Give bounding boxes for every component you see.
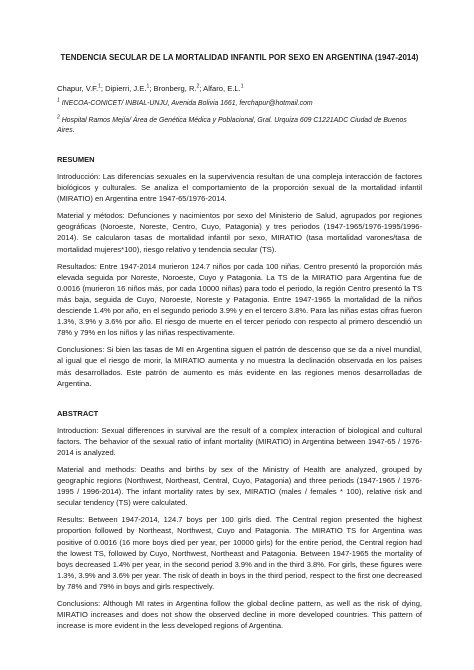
affiliation-mark: 1 — [57, 97, 60, 104]
author-affiliation-mark: 1 — [146, 83, 150, 90]
paper-title: TENDENCIA SECULAR DE LA MORTALIDAD INFANTIL POR SEXO EN ARGENTINA (1947-2014) — [60, 53, 419, 62]
affiliation — [57, 99, 422, 109]
affiliation-mark: 2 — [57, 114, 60, 121]
abstract-conclusions: Conclusions: Although MI rates in Argentina follow the global decline pattern, as well as the risk of dying, MIRATIO increases and does not show the observed decline in more developed countries. This pattern of increase is more evident in the less developed regions of Argentina. — [57, 599, 422, 631]
resumen-heading: RESUMEN — [57, 155, 95, 164]
author-name: Bronberg, R. — [153, 84, 197, 93]
author-name: Chapur, V.F. — [57, 84, 99, 93]
affiliation-text: INECOA-CONICET/ INBIAL-UNJU, Avenida Bolivia 1661, ferchapur@hotmail.com — [61, 100, 313, 107]
abstract-introduction: Introduction: Sexual differences in survival are the result of a complex interaction of biological and cultural factors. The behavior of the sexual ratio of infant mortality (MIRATIO) in Argentina between 1947-65 / 1976-2014 is analyzed. — [57, 425, 422, 457]
resumen-introduction: Introducción: Las diferencias sexuales en la supervivencia resultan de una compleja interacción de factores biológicos y culturales. Se analiza el comportamiento de la proporción sexual de la mortalidad infantil (MIRATIO) en Argentina entre 1947-65/1976-2014. — [57, 172, 422, 204]
abstract-methods: Material and methods: Deaths and births by sex of the Ministry of Health are analyzed, grouped by geographic regions (Northwest, Northeast, Central, Cuyo, Patagonia) and three periods (1947-1965 / 1976-1995 / 1996-2014). The infant mortality rates by sex, MIRATIO (males / females * 100), relative risk and secular tendency (TS) were calculated. — [57, 464, 422, 508]
author-affiliation-mark: 2 — [196, 83, 200, 90]
author-affiliation-mark: 1 — [240, 83, 244, 90]
abstract-results: Results: Between 1947-2014, 124.7 boys per 100 girls died. The Central region presented the highest proportion followed by Northeast, Northwest, Cuyo and Patagonia. The MIRATIO TS for Argentina was positive of 0.0016 (16 more boys died per year, per 10000 girls) for the entire period, the Central region had the lowest TS, followed by Cuyo, Northwest, Northeast and Patagonia. Between 1947-1965 the mortality of boys decreased 1.4% per year, in the second period 3.9% and in the third 3.8%. For girls, these figures were 1.3%, 3.9% and 3.6% per year. The risk of death in boys in the third period, respect to the first one decreased by 78% and 79% in boys and girls respectively. — [57, 515, 422, 591]
resumen-conclusions: Conclusiones: Si bien las tasas de MI en Argentina siguen el patrón de descenso que se da a nivel mundial, al igual que el riesgo de morir, la MIRATIO aumenta y no muestra la declinación observada en los países más desarrollados. Este patrón de aumento es más evidente en las regiones menos desarrolladas de Argentina. — [57, 345, 422, 388]
author-list: Chapur, V.F.$^1$; Dipierri, J.E.$^1$; Bronberg, R.$^2$; Alfaro, E.L.$^1$ — [57, 83, 244, 93]
author-name: Alfaro, E.L. — [203, 84, 241, 93]
resumen-methods: Material y métodos: Defunciones y nacimientos por sexo del Ministerio de Salud, agrupados por regiones geográficas (Noroeste, Noreste, Centro, Cuyo, Patagonia) y tres periodos (1947-1965/1976-1995/1996-2014). Se calcularon tasas de mortalidad infantil por sexo, MIRATIO (tasa mortalidad varones/tasa de mortalidad mujeres*100), riesgo relativo y tendencia secular (TS). — [57, 211, 422, 254]
abstract-heading: ABSTRACT — [57, 408, 99, 418]
resumen-results: Resultados: Entre 1947-2014 murieron 124.7 niños por cada 100 niñas. Centro presentó la proporción más elevada seguida por Noreste, Noroeste, Cuyo y Patagonia. La TS de la MIRATIO para Argentina fue de 0.0016 (murieron 16 niños más, por cada 10000 niñas) para todo el periodo, la región Centro presentó la TS más baja, seguida de Cuyo, Noroeste, Noreste y Patagonia. Entre 1947-1965 la mortalidad de la niños desciende 1.4% por año, en el segundo periodo 3.9% y en el tercero 3.8%. Para las niñas estas cifras fueron 1.3%, 3.9% y 3.6% por año. El riesgo de muerte en el tercer periodo con respecto al primero descendió un 78% y 79% en los niños y las niñas respectivamente. — [57, 261, 422, 338]
author-affiliation-mark: 1 — [98, 83, 101, 90]
author-name: Dipierri, J.E. — [105, 84, 147, 93]
affiliation — [57, 116, 422, 136]
affiliation-text: Hospital Ramos Mejía/ Área de Genética Médica y Poblacional, Gral. Urquiza 609 C1221ADC Ciudad de Buenos Aires. — [57, 117, 407, 134]
